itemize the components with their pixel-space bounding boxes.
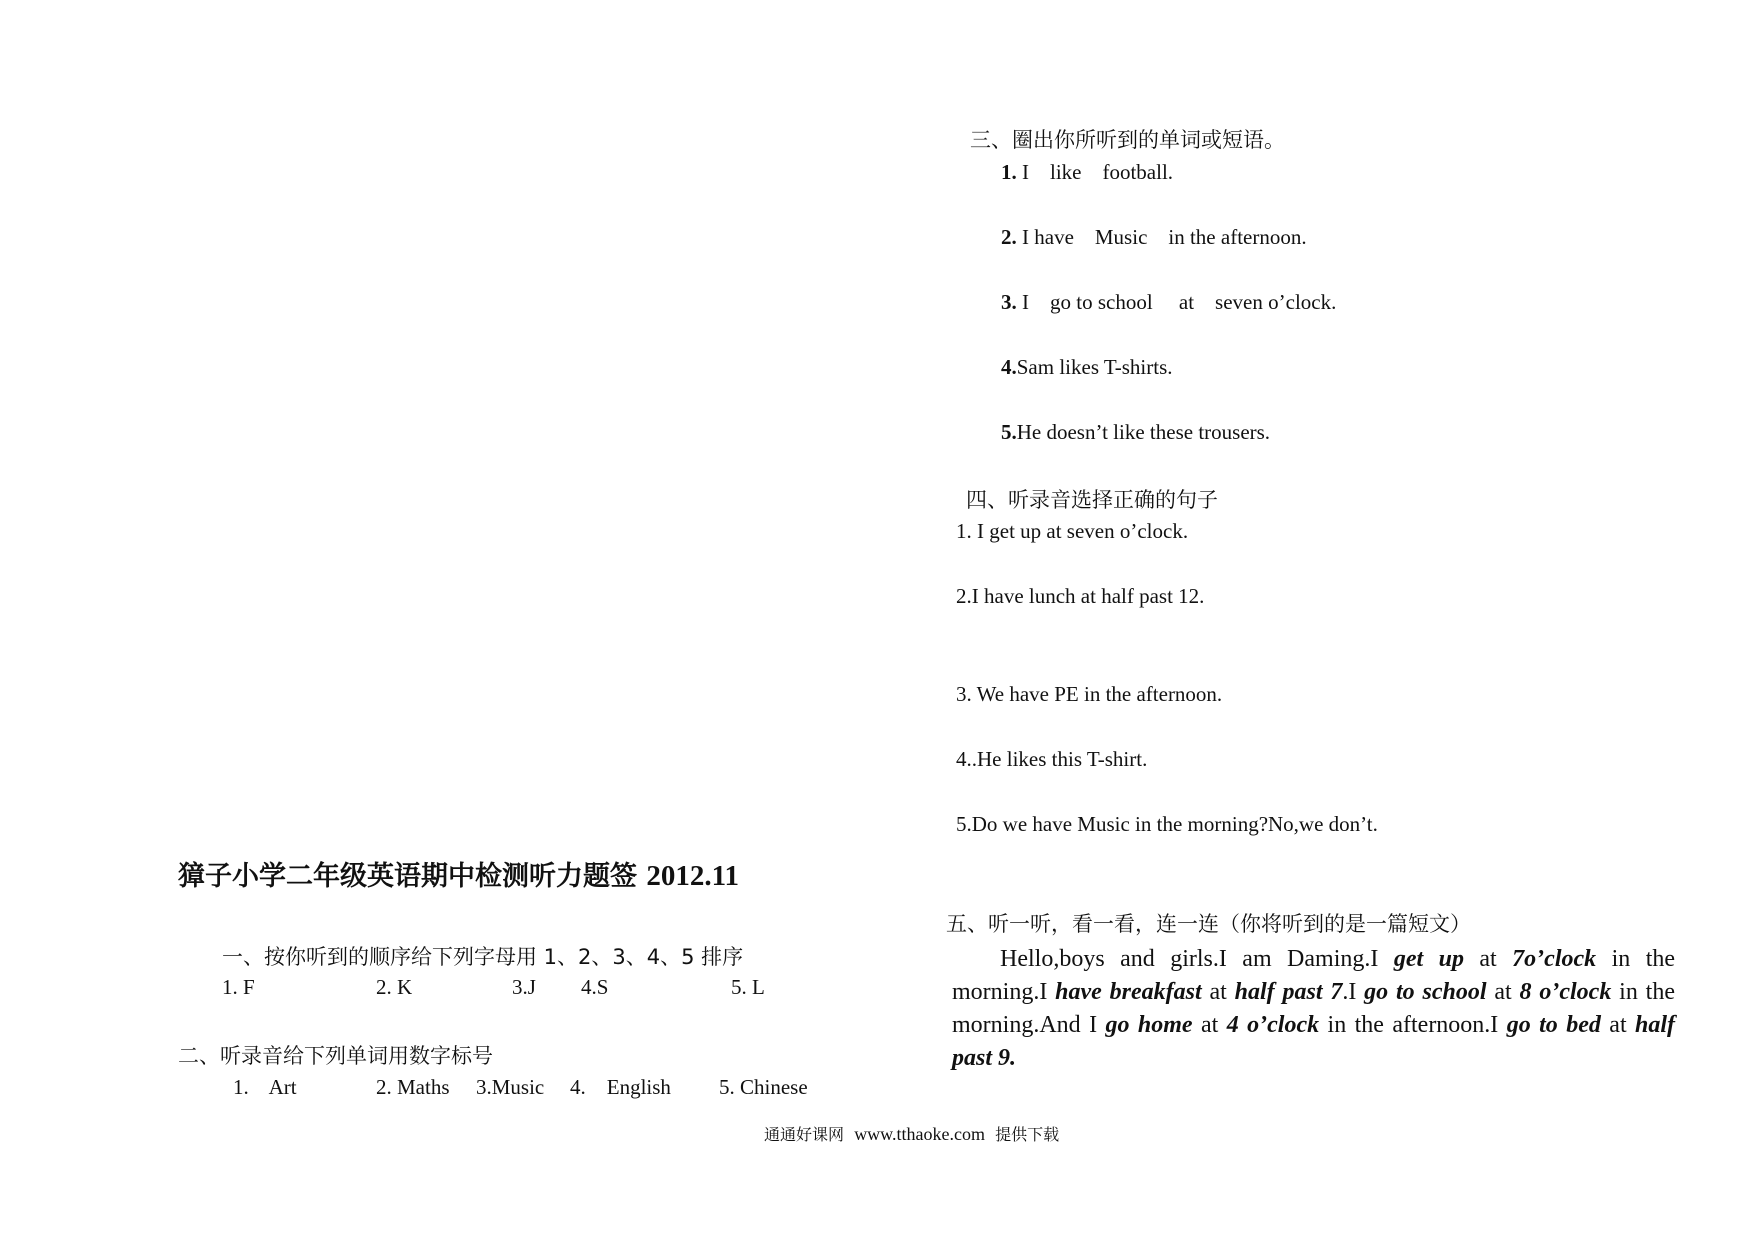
p-12: in the morning.And I [952, 979, 1675, 1038]
p-5: have breakfast [1055, 979, 1202, 1005]
s4-item-1: 1. I get up at seven o’clock. [956, 519, 1189, 543]
p-9: go to school [1364, 979, 1487, 1005]
p-17: go to bed [1506, 1012, 1601, 1038]
s1-item-1: 1. F [222, 975, 255, 999]
page-title-year: 2012.11 [646, 860, 740, 892]
section4-heading: 四、听录音选择正确的句子 [966, 488, 1218, 512]
s1-item-2: 2. K [376, 975, 413, 999]
p-18: at [1600, 1012, 1636, 1038]
footer-url[interactable]: www.tthaoke.com [854, 1124, 985, 1144]
s3-item-2-text: I have Music in the afternoon. [1022, 225, 1307, 249]
s4-item-3: 3. We have PE in the afternoon. [956, 682, 1223, 706]
section2-heading: 二、听录音给下列单词用数字标号 [178, 1044, 493, 1068]
s2-item-2: 2. Maths [376, 1075, 450, 1099]
p-6: at [1201, 979, 1235, 1005]
p-3: 7o’clock [1512, 946, 1597, 972]
s3-item-5 [1001, 420, 1270, 445]
s3-item-4-text: Sam likes T-shirts. [1016, 355, 1173, 379]
s2-item-1: 1. Art [233, 1075, 297, 1099]
s3-item-5-text: He doesn’t like these trousers. [1016, 420, 1271, 444]
section3-heading: 三、圈出你所听到的单词或短语。 [970, 128, 1285, 152]
p-0: Hello,boys and girls.I am Daming.I [1000, 946, 1394, 972]
s2-item-5: 5. Chinese [719, 1075, 808, 1099]
p-1: get up [1393, 946, 1464, 972]
s4-item-5: 5.Do we have Music in the morning?No,we don’t. [956, 812, 1378, 836]
s3-item-4-num: 4. [1001, 355, 1017, 379]
s1-item-3: 3.J [512, 975, 536, 999]
section5-passage [952, 943, 1675, 1075]
s3-item-1-num: 1. [1001, 160, 1017, 184]
p-16: in the afternoon.I [1319, 1012, 1507, 1038]
p-2: at [1463, 946, 1513, 972]
s3-item-4 [1001, 355, 1173, 380]
s3-item-1-text: I like football. [1022, 160, 1174, 184]
p-19: half past 9. [952, 1012, 1676, 1071]
s4-item-2: 2.I have lunch at half past 12. [956, 584, 1205, 608]
p-14: at [1192, 1012, 1227, 1038]
p-10: at [1486, 979, 1520, 1005]
s1-item-5: 5. L [731, 975, 765, 999]
p-15: 4 o’clock [1226, 1012, 1320, 1038]
section1-heading: 一、按你听到的顺序给下列字母用 1、2、3、4、5 排序 [222, 945, 744, 969]
p-13: go home [1105, 1012, 1193, 1038]
s3-item-1 [1001, 160, 1173, 185]
footer-post: 提供下载 [995, 1125, 1060, 1144]
s2-item-4: 4. English [570, 1075, 671, 1099]
s3-item-2 [1001, 225, 1307, 250]
s3-item-2-num: 2. [1001, 225, 1017, 249]
s1-item-4: 4.S [581, 975, 609, 999]
s4-item-4: 4..He likes this T-shirt. [956, 747, 1148, 771]
p-7: half past 7 [1234, 979, 1343, 1005]
p-8: .I [1342, 979, 1365, 1005]
footer [764, 1122, 1059, 1145]
s2-item-3: 3.Music [476, 1075, 545, 1099]
s3-item-5-num: 5. [1001, 420, 1017, 444]
s3-item-3 [1001, 290, 1336, 315]
p-11: 8 o’clock [1519, 979, 1612, 1005]
p-4: in the morning.I [952, 946, 1676, 1005]
s3-item-3-num: 3. [1001, 290, 1017, 314]
page-title [178, 854, 739, 893]
section5-heading: 五、听一听，看一看，连一连（你将听到的是一篇短文） [946, 912, 1471, 936]
page-title-cn: 獐子小学二年级英语期中检测听力题签 [178, 861, 637, 892]
footer-pre: 通通好课网 [764, 1125, 845, 1144]
s3-item-3-text: I go to school at seven o’clock. [1022, 290, 1337, 314]
